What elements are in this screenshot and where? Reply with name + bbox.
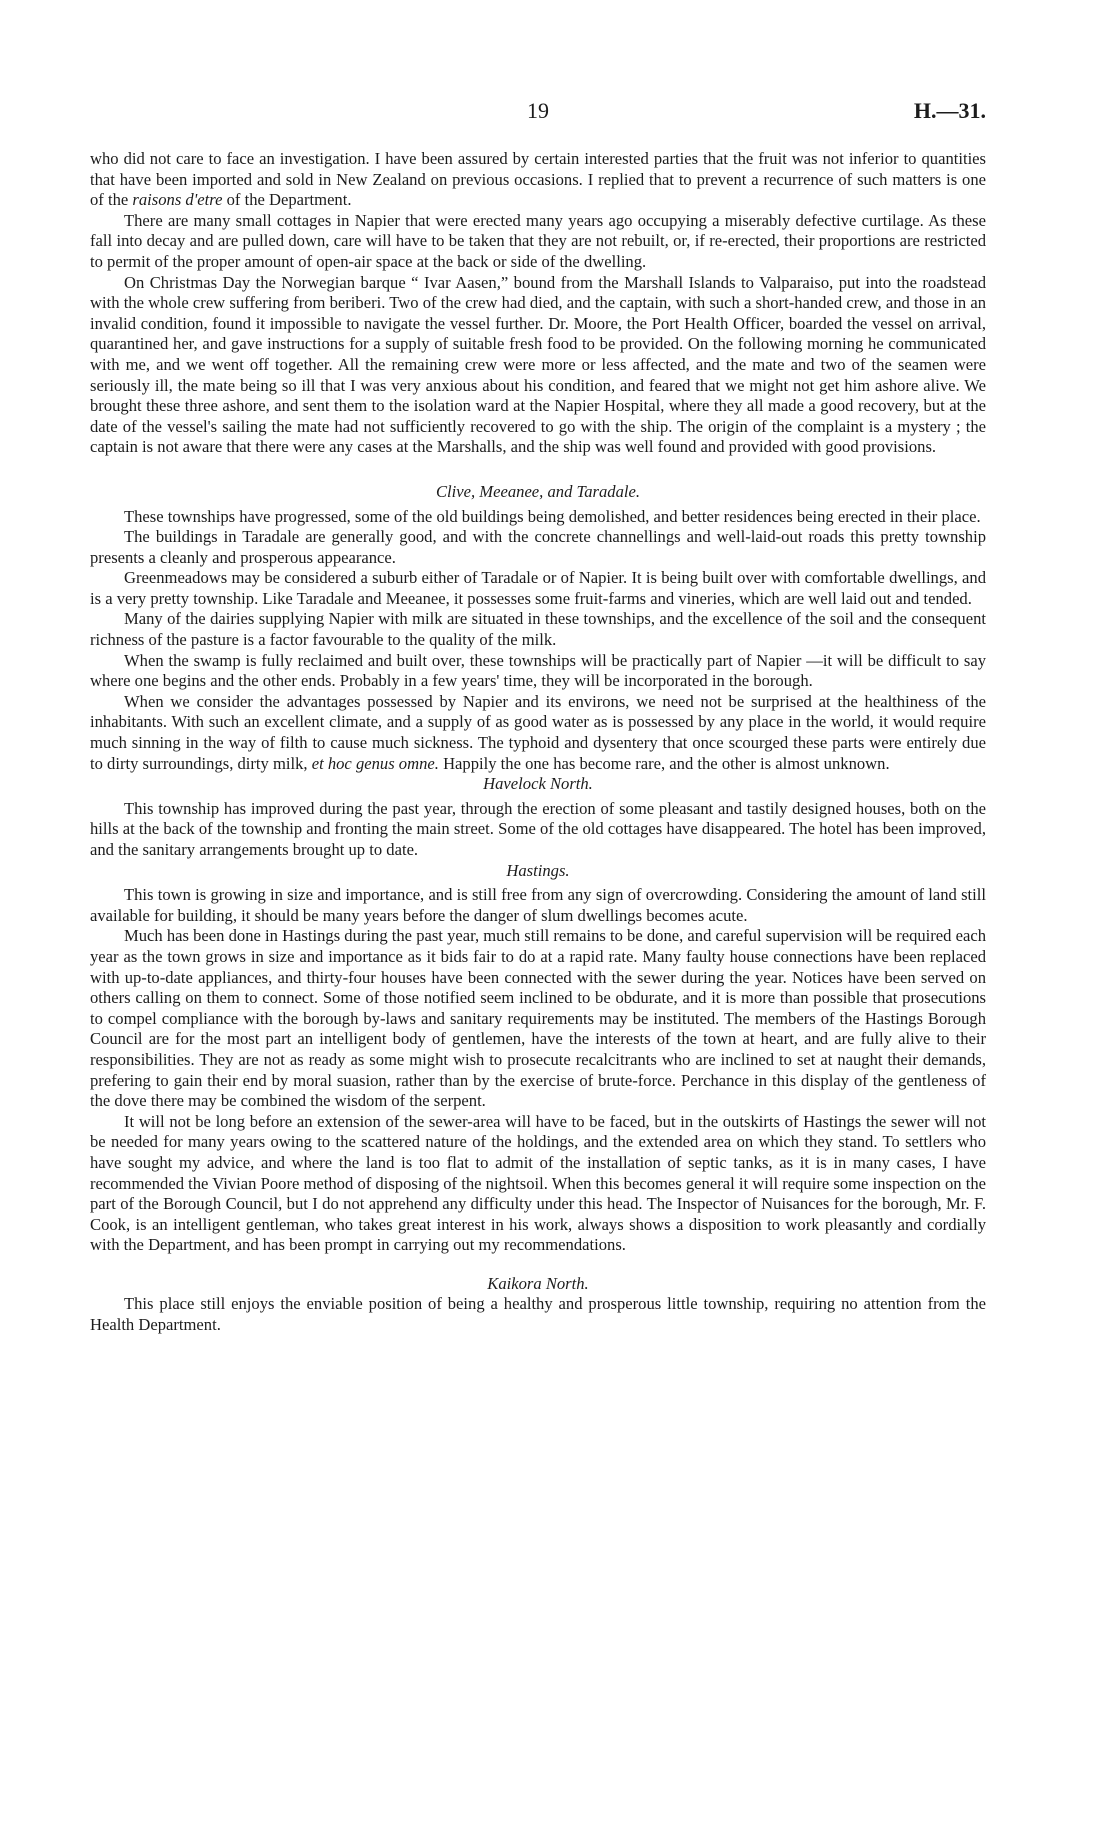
paragraph-kaikora: This place still enjoys the enviable position of being a healthy and prosperous little township, requiring no attention from the Health Department. bbox=[90, 1294, 986, 1335]
paragraph-napier-cottages: There are many small cottages in Napier that were erected many years ago occupying a miserably defective curtilage. As these fall into decay and are pulled down, care will have to be taken that they are not rebuilt, or, if re-erected, their proportions are restricted to permit of the proper amount of open-air space at the back or side of the dwelling. bbox=[90, 210, 986, 271]
paragraph-swamp: When the swamp is fully reclaimed and built over, these townships will be practically part of Napier —it will be difficult to say where one begins and the other ends. Probably in a few years' time, they will be incorporated in the borough. bbox=[90, 650, 986, 691]
section-heading-havelock-north: Havelock North. bbox=[483, 774, 593, 794]
page-header bbox=[90, 98, 986, 128]
page-number: 19 bbox=[527, 98, 549, 123]
paragraph-hastings-growth: This town is growing in size and importance, and is still free from any sign of overcrowding. Considering the amount of land still available for building, it should be many years before the danger of slum dwellings becomes acute. bbox=[90, 885, 986, 925]
paragraph-taradale-buildings: The buildings in Taradale are generally good, and with the concrete channellings and well-laid-out roads this pretty township presents a cleanly and prosperous appearance. bbox=[90, 527, 986, 567]
report-body bbox=[90, 149, 986, 1336]
paragraph-hastings-work: Much has been done in Hastings during the past year, much still remains to be done, and careful supervision will be required each year as the town grows in size and importance as it bids fair to do at a rapid rate. Many faulty house connections have been replaced with up-to-date appliances, and thirty-four houses have been connected with the sewer during the year. Notices have been served on others calling on them to connect. Some of those notified seem inclined to be obdurate, and it is more than possible that prosecutions to compel compliance with the borough by-laws and sanitary requirements may be instituted. The members of the Hastings Borough Council are for the most part an intelligent body of gentlemen, have the interests of the town at heart, and are fully alive to their responsibilities. They are not as ready as some might wish to prosecute recalcitrants who are inclined to set at naught their demands, prefering to gain their end by moral suasion, rather than by the exercise of brute-force. Perchance in this display of the gentleness of the dove there may be combined the wisdom of the serpent. bbox=[90, 926, 986, 1111]
paragraph-havelock-improvement: This township has improved during the past year, through the erection of some pleasant and tastily designed houses, both on the hills at the back of the township and fronting the main street. Some of the old cottages have disappeared. The hotel has been improved, and the sanitary arrangements brought up to date. bbox=[90, 798, 986, 859]
paragraph-ivar-aasen: On Christmas Day the Norwegian barque “ Ivar Aasen,” bound from the Marshall Islands to Valparaiso, put into the roadstead with the whole crew suffering from beriberi. Two of the crew had died, and the captain, with such a short-handed crew, and those in an invalid condition, found it impossible to navigate the vessel further. Dr. Moore, the Port Health Officer, boarded the vessel on arrival, quarantined her, and gave instructions for a supply of suitable fresh food to be provided. On the following morning he communicated with me, and we went off together. All the remaining crew were more or less affected, and the mate and two of the seamen were seriously ill, the mate being so ill that I was very anxious about his condition, and feared that we might not get him ashore alive. We brought these three ashore, and sent them to the isolation ward at the Napier Hospital, where they all made a good recovery, but at the date of the vessel's sailing the mate had not sufficiently recovered to go with the ship. The origin of the complaint is a mystery ; the captain is not aware that there were any cases at the Marshalls, and the ship was well found and provided with good provisions. bbox=[90, 272, 986, 457]
section-heading-clive-meeanee-taradale: Clive, Meeanee, and Taradale. bbox=[435, 481, 640, 501]
paragraph-greenmeadows: Greenmeadows may be considered a suburb either of Taradale or of Napier. It is being built over with comfortable dwellings, and is a very pretty township. Like Taradale and Meeanee, it possesses some fruit-farms and vineries, which are well laid out and tended. bbox=[90, 568, 986, 608]
section-heading-hastings: Hastings. bbox=[506, 860, 570, 880]
paragraph-dairies: Many of the dairies supplying Napier with milk are situated in these townships, and the excellence of the soil and the consequent richness of the pasture is a factor favourable to the quality of the milk. bbox=[90, 609, 986, 650]
paragraph-investigation: who did not care to face an investigation. I have been assured by certain interested parties that the fruit was not inferior to quantities that have been imported and sold in New Zealand on previous occasions. I replied that to prevent a recurrence of such matters is one of the raisons d'etre of the Department. bbox=[90, 149, 986, 210]
section-heading-kaikora-north: Kaikora North. bbox=[487, 1273, 589, 1293]
document-code: H.—31. bbox=[913, 98, 986, 123]
paragraph-townships-progress: These townships have progressed, some of the old buildings being demolished, and better residences being erected in their place. bbox=[124, 506, 981, 526]
paragraph-sewer-extension: It will not be long before an extension of the sewer-area will have to be faced, but in the outskirts of Hastings the sewer will not be needed for many years owing to the scattered nature of the holdings, and the extended area on which they stand. To settlers who have sought my advice, and where the land is too flat to admit of the installation of septic tanks, as it is in many cases, I have recommended the Vivian Poore method of disposing of the nightsoil. When this becomes general it will require some inspection on the part of the Borough Council, but I do not apprehend any difficulty under this head. The Inspector of Nuisances for the borough, Mr. F. Cook, is an intelligent gentleman, who takes great interest in his work, always shows a disposition to work pleasantly and cordially with the Department, and has been prompt in carrying out my recommendations. bbox=[90, 1111, 986, 1255]
paragraph-healthiness: When we consider the advantages possessed by Napier and its environs, we need not be surprised at the healthiness of the inhabitants. With such an excellent climate, and a supply of as good water as is possessed by any place in the world, it would require much sinning in the way of filth to cause much sickness. The typhoid and dysentery that once scourged these parts were entirely due to dirty surroundings, dirty milk, et hoc genus omne. Happily the one has become rare, and the other is almost unknown. bbox=[90, 691, 986, 773]
